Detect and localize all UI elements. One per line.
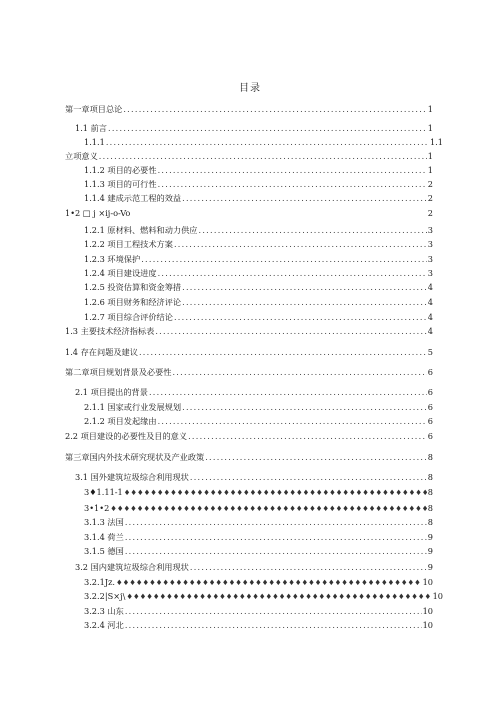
toc-entry[interactable] (75, 122, 433, 134)
toc-leader (174, 311, 427, 324)
toc-entry-title: 3.2.4 河北 (84, 620, 124, 630)
toc-page-number: 8 (427, 487, 433, 497)
toc-entry[interactable] (75, 561, 433, 573)
toc-entry-title: 1.2.2 项目工程技术方案 (84, 239, 173, 249)
toc-page-number: 9 (427, 532, 433, 542)
toc-entry[interactable] (84, 253, 433, 265)
toc-page-number: 8 (427, 472, 433, 482)
toc-entry-title: 1.1.2 项目的必要性 (84, 165, 157, 175)
toc-leader (124, 486, 427, 499)
toc-entry[interactable] (84, 590, 443, 602)
toc-leader (155, 325, 426, 338)
toc-entry-title: 2.2 项目建设的必要性及目的意义 (65, 431, 188, 441)
toc-page-number: 1 (427, 165, 433, 175)
toc-entry-title: 3.2.1Jz. (84, 577, 116, 587)
toc-entry[interactable] (84, 415, 433, 427)
toc-leader (125, 605, 422, 618)
toc-entry-title: 立项意义 (65, 151, 98, 161)
toc-page-number: 10 (422, 577, 433, 587)
toc-entry[interactable] (75, 471, 433, 483)
toc-entry[interactable] (84, 531, 433, 543)
toc-leader (158, 267, 427, 280)
toc-entry[interactable] (84, 545, 433, 557)
toc-entry-title: 1.2.1 原材料、燃料和动力供应 (84, 225, 198, 235)
toc-leader (106, 136, 429, 149)
toc-leader (158, 415, 427, 428)
toc-page-number: 6 (427, 431, 433, 441)
toc-page-number: 6 (427, 387, 433, 397)
toc-page-number: 4 (427, 326, 433, 336)
toc-leader (158, 164, 427, 177)
toc-leader (139, 346, 427, 359)
toc-page-number: 3 (427, 239, 433, 249)
toc-entry-title: 1•2 □ j ×ij-o-Vo (65, 208, 131, 218)
toc-page-number: 6 (427, 402, 433, 412)
toc-leader (158, 178, 427, 191)
toc-leader (199, 224, 427, 237)
toc-entry[interactable] (65, 366, 433, 378)
toc-page-number: 8 (427, 503, 433, 513)
toc-entry[interactable] (84, 136, 443, 148)
toc-entry[interactable] (65, 103, 433, 115)
toc-entry[interactable] (84, 311, 433, 323)
toc-leader (188, 430, 427, 443)
toc-entry[interactable] (84, 516, 433, 528)
toc-page-number: 10 (432, 591, 443, 601)
toc-page-number: 9 (427, 562, 433, 572)
toc-entry-title: 第一章项目总论 (65, 104, 123, 114)
toc-leader (125, 516, 427, 529)
toc-leader (182, 192, 427, 205)
toc-entry[interactable] (84, 619, 433, 631)
toc-entry-title: 1.1 前言 (75, 123, 107, 133)
toc-entry-title: 1.1.4 建成示范工程的效益 (84, 193, 182, 203)
toc-entry[interactable] (84, 238, 433, 250)
toc-page-number: 2 (427, 208, 433, 218)
toc-entry-title: 第二章项目规划背景及必要性 (65, 367, 172, 377)
toc-leader (190, 471, 427, 484)
toc-leader (110, 502, 426, 515)
toc-page-number: 8 (427, 452, 433, 462)
toc-page-number: 6 (427, 367, 433, 377)
toc-entry-title: 1.2.5 投资估算和资金筹措 (84, 282, 182, 292)
toc-entry-title: 3.2 国内建筑垃圾综合利用现状 (75, 562, 189, 572)
toc-entry-title: 2.1.1 国家或行业发展规划 (84, 402, 182, 412)
toc-leader (125, 531, 427, 544)
toc-page-number: 1.1 (429, 137, 443, 147)
toc-entry-title: 1.1.3 项目的可行性 (84, 179, 157, 189)
toc-leader (108, 122, 427, 135)
toc-entry-title: 1.2.6 项目财务和经济评论 (84, 297, 182, 307)
toc-entry-title: 1.3 主要技术经济指标表 (65, 326, 155, 336)
toc-entry-title: 3•1•2 (84, 503, 110, 513)
toc-leader (205, 451, 427, 464)
toc-entry-title: 2.1.2 项目发起缘由 (84, 416, 157, 426)
toc-entry[interactable] (65, 346, 433, 358)
toc-page-number: 3 (427, 268, 433, 278)
toc-entry-title: 第三章国内外技术研究现状及产业政策 (65, 452, 205, 462)
toc-leader (190, 561, 427, 574)
toc-leader (172, 366, 426, 379)
toc-leader (99, 150, 427, 163)
toc-entry[interactable] (84, 605, 433, 617)
toc-entry[interactable] (84, 281, 433, 293)
toc-page-number: 4 (427, 312, 433, 322)
toc-entry[interactable] (75, 386, 433, 398)
toc-page-number: 1 (427, 151, 433, 161)
toc-leader (125, 545, 427, 558)
toc-entry[interactable] (84, 178, 433, 190)
toc-page-number: 1 (427, 104, 433, 114)
toc-leader (174, 238, 427, 251)
toc-page-number: 4 (427, 297, 433, 307)
toc-leader (116, 576, 422, 589)
toc-entry-title: 3♦1.11-1 (84, 487, 123, 497)
toc-page-number: 3 (427, 254, 433, 264)
toc-entry[interactable] (84, 576, 433, 588)
toc-entry-title: 1.4 存在问题及建议 (65, 347, 138, 357)
toc-entry-title: 2.1 项目提出的背景 (75, 387, 148, 397)
toc-page-number: 5 (427, 347, 433, 357)
toc-title: 目录 (239, 83, 261, 94)
toc-entry[interactable] (84, 164, 433, 176)
toc-entry[interactable] (84, 401, 433, 413)
toc-page-number: 6 (427, 416, 433, 426)
toc-leader (182, 296, 427, 309)
toc-entry[interactable] (65, 207, 433, 219)
toc-leader (149, 386, 427, 399)
toc-entry-title: 3.2.3 山东 (84, 606, 124, 616)
toc-entry[interactable] (65, 150, 433, 162)
toc-page-number: 2 (427, 193, 433, 203)
toc-entry-title: 3.1.3 法国 (84, 517, 124, 527)
toc-entry[interactable] (65, 430, 433, 442)
toc-entry[interactable] (84, 486, 433, 498)
toc-entry-title: 1.2.3 环境保护 (84, 254, 141, 264)
toc-entry[interactable] (84, 296, 433, 308)
toc-page-number: 9 (427, 546, 433, 556)
toc-page-number: 4 (427, 282, 433, 292)
toc-entry[interactable] (65, 451, 433, 463)
toc-entry-title: 1.2.4 项目建设进度 (84, 268, 157, 278)
toc-page-number: 1 (427, 123, 433, 133)
toc-entry[interactable] (84, 224, 433, 236)
toc-leader (126, 590, 431, 603)
toc-page-number: 3 (427, 225, 433, 235)
toc-entry[interactable] (65, 325, 433, 337)
toc-page-number: 8 (427, 517, 433, 527)
toc-entry-title: 1.2.7 项目综合评价结论 (84, 312, 173, 322)
toc-entry[interactable] (84, 502, 433, 514)
toc-page-number: 10 (422, 606, 433, 616)
toc-entry[interactable] (84, 267, 433, 279)
toc-leader (125, 619, 422, 632)
toc-leader (182, 401, 427, 414)
toc-entry-title: 3.1.4 荷兰 (84, 532, 124, 542)
toc-entry-title: 3.2.2|S×j\ (84, 591, 126, 601)
toc-leader (123, 103, 426, 116)
toc-page-number: 10 (422, 620, 433, 630)
toc-entry-title: 3.1.5 德国 (84, 546, 124, 556)
toc-entry-title: 1.1.1 (84, 137, 105, 147)
toc-leader (141, 253, 427, 266)
toc-leader (182, 281, 427, 294)
toc-entry-title: 3.1 国外建筑垃圾综合利用现状 (75, 472, 189, 482)
toc-page-number: 2 (427, 179, 433, 189)
toc-entry[interactable] (84, 192, 433, 204)
